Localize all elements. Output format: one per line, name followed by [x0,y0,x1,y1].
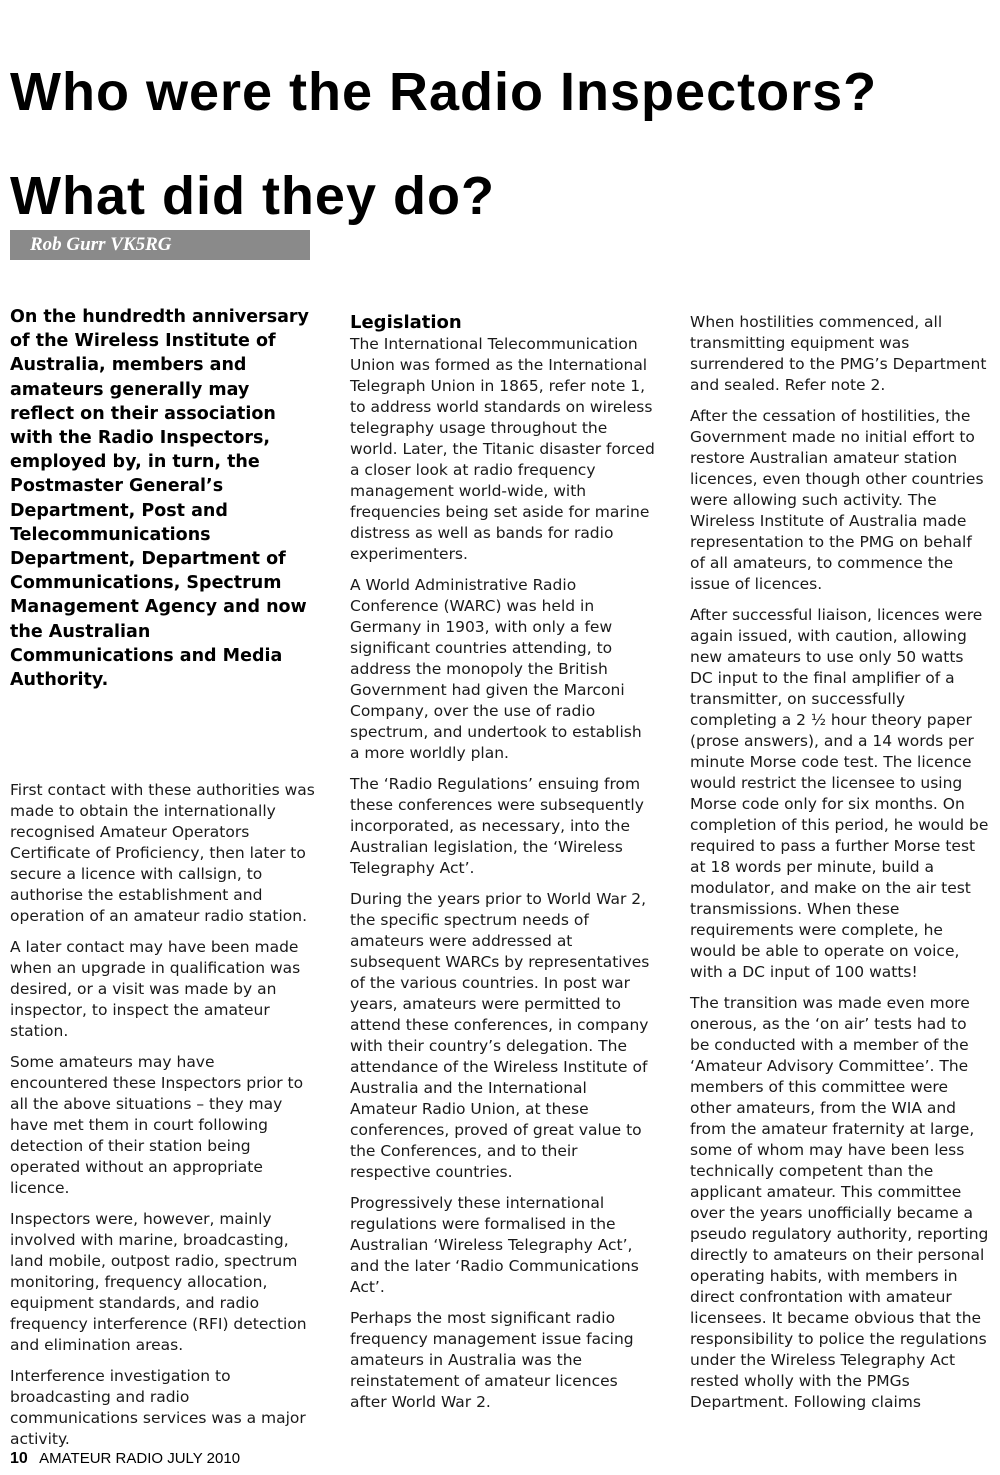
title-line-2: What did they do? [10,166,495,226]
paragraph: A later contact may have been made when an upgrade in qualification was desired, or a visit was made by an inspector, to inspect the amateur station. [10,938,301,1041]
section-heading-legislation: Legislation [350,312,462,333]
column-2 [350,312,655,1423]
paragraph: A World Administrative Radio Conference (WARC) was held in Germany in 1903, with only a few significant countries attending, to address the monopoly the British Government had given the Marconi Company, over the use of radio spectrum, and undertook to establish a more worldly plan. [350,576,642,762]
page-number: 10 [10,1450,28,1467]
paragraph: When hostilities commenced, all transmitting equipment was surrendered to the PMG’s Department and sealed. Refer note 2. [690,313,987,394]
paragraph: The International Telecommunication Union was formed as the International Telegraph Union in 1865, refer note 1, to address world standards on wireless telegraphy usage throughout the world. Later, the Titanic disaster forced a closer look at radio frequency management world-wide, with frequencies being set aside for marine distress as well as bands for radio experimenters. [350,335,655,563]
magazine-issue: AMATEUR RADIO JULY 2010 [39,1450,241,1467]
article-title [10,40,995,248]
column-3 [690,312,990,1423]
paragraph: The transition was made even more onerous, as the ‘on air’ tests had to be conducted with a member of the ‘Amateur Advisory Committee’. The members of this committee were other amateurs, from the WIA and from the amateur fraternity at large, some of whom may have been less technically competent than the applicant amateur. This committee over the years unofficially became a pseudo regulatory authority, reporting directly to amateurs on their personal operating habits, with members in direct confrontation with amateur licensees. It became obvious that the responsibility to police the regulations under the Wireless Telegraphy Act rested wholly with the PMGs Department. Following claims [690,994,989,1411]
intro-paragraph: On the hundredth anniversary of the Wireless Institute of Australia, members and amateurs generally may reflect on their association with the Radio Inspectors, employed by, in turn, the Postmaster General’s Department, Post and Telecommunications Department, Department of Communications, Spectrum Management Agency and now the Australian Communications and Media Authority. [10,307,309,691]
paragraph: First contact with these authorities was made to obtain the internationally recognised Amateur Operators Certificate of Proficiency, then later to secure a licence with callsign, to authorise the establishment and operation of an amateur radio station. [10,781,315,926]
paragraph: After the cessation of hostilities, the Government made no initial effort to restore Australian amateur station licences, even though other countries were allowing such activity. The Wireless Institute of Australia made representation to the PMG on behalf of all amateurs, to commence the issue of licences. [690,407,984,593]
page-footer [10,1450,610,1468]
paragraph: Interference investigation to broadcasting and radio communications services was a major activity. [10,1367,306,1449]
title-line-1: Who were the Radio Inspectors? [10,62,878,122]
paragraph: Perhaps the most significant radio frequency management issue facing amateurs in Australia was the reinstatement of amateur licences after World War 2. [350,1309,634,1411]
paragraph: Inspectors were, however, mainly involved with marine, broadcasting, land mobile, outpost radio, spectrum monitoring, frequency allocation, equipment standards, and radio frequency interference (RFI) detection and elimination areas. [10,1210,307,1355]
paragraph: The ‘Radio Regulations’ ensuing from these conferences were subsequently incorporated, as necessary, into the Australian legislation, the ‘Wireless Telegraphy Act’. [350,775,644,877]
paragraph: Some amateurs may have encountered these Inspectors prior to all the above situations – they may have met them in court following detection of their station being operated without an appropriate licence. [10,1053,304,1198]
author-byline [10,230,310,260]
paragraph: Progressively these international regulations were formalised in the Australian ‘Wireless Telegraphy Act’, and the later ‘Radio Communications Act’. [350,1194,639,1296]
paragraph: After successful liaison, licences were again issued, with caution, allowing new amateurs to use only 50 watts DC input to the final amplifier of a transmitter, on successfully completing a 2 ½ hour theory paper (prose answers), and a 14 words per minute Morse code test. The licence would restrict the licensee to using Morse code only for six months. On completion of this period, he would be required to pass a further Morse test at 18 words per minute, build a modulator, and make on the air test transmissions. When these requirements were complete, he would be able to operate on voice, with a DC input of 100 watts! [690,606,989,981]
author-name: Rob Gurr VK5RG [30,234,172,255]
column-1 [10,305,315,1460]
paragraph: During the years prior to World War 2, the specific spectrum needs of amateurs were addressed at subsequent WARCs by representatives of the various countries. In post war years, amateurs were permitted to attend these conferences, in company with their country’s delegation. The attendance of the Wireless Institute of Australia and the International Amateur Radio Union, at these conferences, proved of great value to the Conferences, and to their respective countries. [350,890,650,1181]
